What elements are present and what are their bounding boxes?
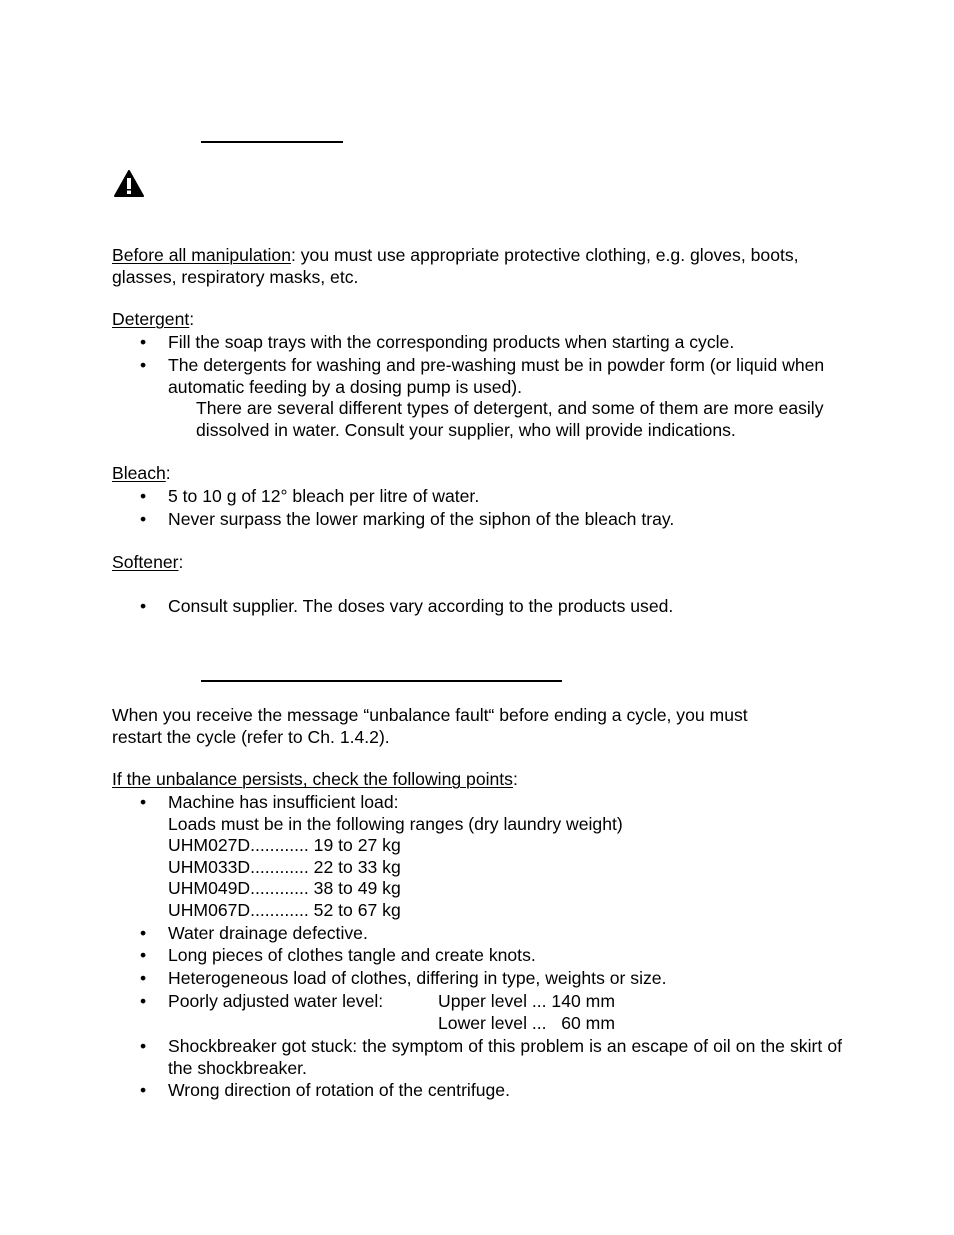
rotation-item: Wrong direction of rotation of the centrifuge. [168,1080,510,1100]
bleach-colon: : [165,463,171,483]
warning-triangle-icon [114,170,144,198]
detergent-colon: : [189,309,195,329]
softener-item: Consult supplier. The doses vary according to the products used. [168,596,674,616]
unbalance-item: Heterogeneous load of clothes, differing in type, weights or size. [168,968,667,988]
water-level-upper: Upper level ... 140 mm [438,991,615,1011]
softener-colon: : [178,552,184,572]
detergent-note: There are several different types of detergent, and some of them are more easily dissolved in water. Consult your supplier, who will provide indications. [196,398,824,440]
unbalance-check-colon: : [512,769,518,789]
bullet-marker: • [140,486,147,506]
protection-text: : you must use appropriate protective clothing, e.g. gloves, boots, glasses, respiratory masks, etc. [112,245,799,287]
detergent-heading [112,309,842,331]
softener-heading [112,552,842,574]
load-item: Machine has insufficient load: [168,792,399,812]
softener-label: Softener [112,552,179,572]
unbalance-check-heading [112,769,842,791]
unbalance-item: Long pieces of clothes tangle and create knots. [168,945,536,965]
section-heading-rule [201,680,562,682]
bullet-marker: • [140,355,147,375]
model-range: UHM067D............ 52 to 67 kg [168,900,401,920]
unbalance-item: Water drainage defective. [168,923,368,943]
section-heading-rule [201,141,343,143]
bleach-item: Never surpass the lower marking of the siphon of the bleach tray. [168,509,675,529]
water-level-label: Poorly adjusted water level: [168,991,384,1011]
bleach-item: 5 to 10 g of 12° bleach per litre of water. [168,486,480,506]
bullet-marker: • [140,945,147,965]
bullet-marker: • [140,332,147,352]
detergent-label: Detergent [112,309,190,329]
bullet-marker: • [140,509,147,529]
water-level-lower: Lower level ... 60 mm [438,1013,615,1033]
bullet-marker: • [140,991,147,1011]
protection-label: Before all manipulation [112,245,291,265]
model-range: UHM033D............ 22 to 33 kg [168,857,401,877]
unbalance-intro: When you receive the message “unbalance fault“ before ending a cycle, you must restart the cycle (refer to Ch. 1.4.2). [112,705,748,747]
detergent-item: Fill the soap trays with the corresponding products when starting a cycle. [168,332,735,352]
bullet-marker: • [140,596,147,616]
bullet-marker: • [140,923,147,943]
detergent-item: The detergents for washing and pre-washing must be in powder form (or liquid when automatic feeding by a dosing pump is used). [168,355,825,397]
shockbreaker-item: Shockbreaker got stuck: the symptom of this problem is an escape of oil on the skirt of the shockbreaker. [168,1036,842,1078]
unbalance-check-label: If the unbalance persists, check the following points [112,769,513,789]
model-range: UHM049D............ 38 to 49 kg [168,878,401,898]
bleach-label: Bleach [112,463,166,483]
bullet-marker: • [140,1036,147,1056]
model-range: UHM027D............ 19 to 27 kg [168,835,401,855]
protection-paragraph [112,245,842,289]
load-sub: Loads must be in the following ranges (dry laundry weight) [168,814,623,834]
bleach-heading [112,463,842,485]
bullet-marker: • [140,792,147,812]
bullet-marker: • [140,968,147,988]
bullet-marker: • [140,1080,147,1100]
